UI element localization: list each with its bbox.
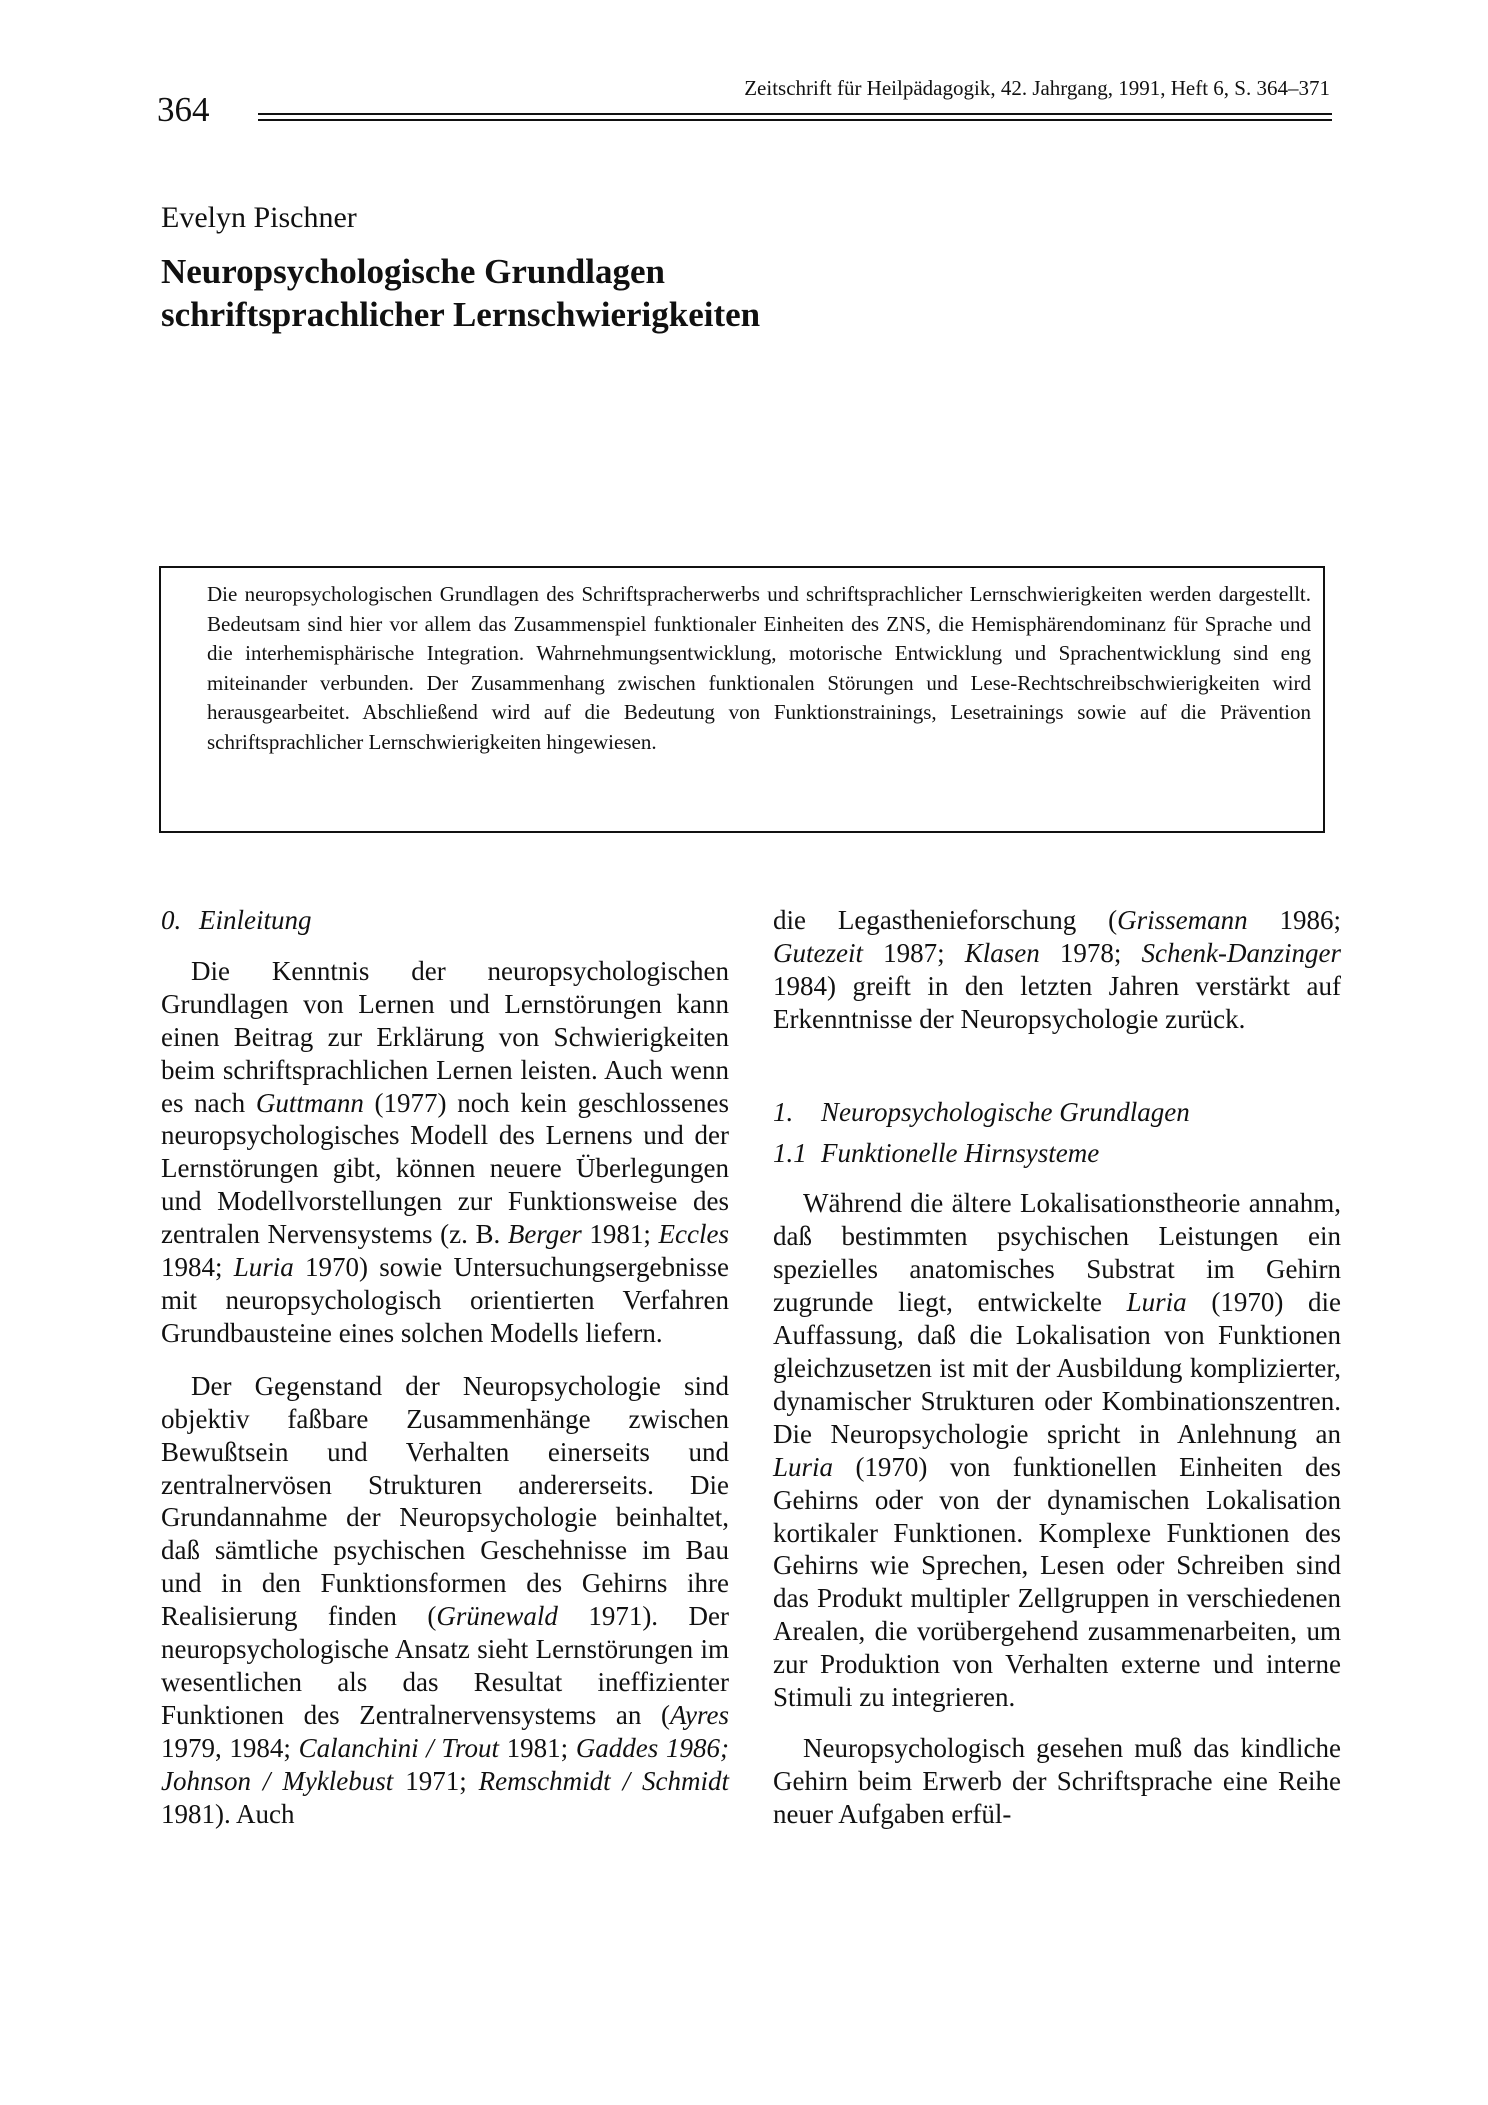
citation: Berger [507, 1219, 582, 1250]
header-rule-bottom [258, 119, 1332, 121]
section-number: 0. [161, 905, 182, 935]
citation: Grissemann [1117, 905, 1248, 935]
section-number: 1.1 [773, 1137, 807, 1168]
abstract-box [159, 566, 1325, 833]
intro-paragraph-1: Die Kenntnis der neuropsychologischen Grundlagen von Lernen und Lernstörungen kann einen Beitrag zur Erklärung von Schwierigkeiten beim schriftsprachlichen Lernen leisten. Auch wenn es nach Guttmann (1977) noch kein geschlossenes neuropsychologisches Modell des Lernens und der Lernstörungen gibt, können neuere Überlegungen und Modellvorstellungen zur Funktionsweise des zentralen Nervensystems (z. B. Berger 1981; Eccles 1984; Luria 1970) sowie Untersuchungsergebnisse mit neuropsychologisch orientierten Verfahren Grundbausteine eines solchen Modells liefern. [161, 955, 730, 1348]
article-title [161, 250, 760, 336]
citation: Schenk-Danzinger [1141, 937, 1341, 968]
section-title: Funktionelle Hirnsysteme [821, 1137, 1100, 1168]
section-heading-0 [161, 904, 729, 937]
citation: Eccles [658, 1219, 729, 1250]
citation: Luria [1126, 1287, 1187, 1318]
header-rule-top [258, 113, 1332, 115]
section-heading-1-1 [773, 1137, 1341, 1170]
citation: Gaddes 1986; Johnson / Myklebust [161, 1732, 729, 1796]
title-line-2: schriftsprachlicher Lernschwierigkeiten [161, 295, 761, 334]
title-line-1: Neuropsychologische Grundlagen [161, 252, 665, 291]
author-name: Evelyn Pischner [161, 201, 357, 234]
citation: Luria [233, 1252, 294, 1283]
citation: Remschmidt / Schmidt [478, 1765, 729, 1796]
section-title: Einleitung [199, 905, 312, 935]
body-paragraph-2: Neuropsychologisch gesehen muß das kindliche Gehirn beim Erwerb der Schriftsprache eine Reihe neuer Aufgaben erfül- [773, 1732, 1341, 1829]
citation: Ayres [670, 1699, 729, 1730]
citation: Klasen [964, 937, 1040, 968]
intro-paragraph-2: Der Gegenstand der Neuropsychologie sind objektiv faßbare Zusammenhänge zwischen Bewußtsein und Verhalten einerseits und zentralnervösen Strukturen andererseits. Die Grundannahme der Neuropsychologie beinhaltet, daß sämtliche psychischen Geschehnisse im Bau und in den Funktionsformen des Gehirns ihre Realisierung finden (Grünewald 1971). Der neuropsychologische Ansatz sieht Lernstörungen im wesentlichen als das Resultat ineffizienter Funktionen des Zentralnervensystems an (Ayres 1979, 1984; Calanchini / Trout 1981; Gaddes 1986; Johnson / Myklebust 1971; Remschmidt / Schmidt 1981). Auch [161, 1370, 729, 1829]
citation: Gutezeit [773, 937, 863, 968]
section-title: Neuropsychologische Grundlagen [821, 1096, 1190, 1127]
running-head: Zeitschrift für Heilpädagogik, 42. Jahrgang, 1991, Heft 6, S. 364–371 [744, 76, 1330, 100]
column-right [773, 904, 1341, 1831]
abstract-text: Die neuropsychologischen Grundlagen des Schriftspracherwerbs und schriftsprachlicher Lernschwierigkeiten werden dargestellt. Bedeutsam sind hier vor allem das Zusammenspiel funktionaler Einheiten des ZNS, die Hemisphärendominanz für Sprache und die interhemisphärische Integration. Wahrnehmungsentwicklung, motorische Entwicklung und Sprachentwicklung sind eng miteinander verbunden. Der Zusammenhang zwischen funktionalen Störungen und Lese-Rechtschreibschwierigkeiten wird herausgearbeitet. Abschließend wird auf die Bedeutung von Funktionstrainings, Lesetrainings sowie auf die Prävention schriftsprachlicher Lernschwierigkeiten hingewiesen. [207, 582, 1311, 754]
citation: Calanchini / Trout [298, 1732, 499, 1763]
citation: Grünewald [436, 1601, 558, 1632]
section-number: 1. [773, 1096, 794, 1127]
section-heading-1 [773, 1096, 1341, 1129]
citation: Luria [773, 1451, 834, 1482]
body-paragraph-1: Während die ältere Lokalisationstheorie annahm, daß bestimmten psychischen Leistungen ein spezielles anatomisches Substrat im Gehirn zugrunde liegt, entwickelte Luria (1970) die Auffassung, daß die Lokalisation von Funktionen gleichzusetzen ist mit der Ausbildung komplizierter, dynamischer Strukturen oder Kombinationszentren. Die Neuropsychologie spricht in Anlehnung an Luria (1970) von funktionellen Einheiten des Gehirns oder von der dynamischen Lokalisation kortikaler Funktionen. Komplexe Funktionen des Gehirns wie Sprechen, Lesen oder Schreiben sind das Produkt multipler Zellgruppen in verschiedenen Arealen, die vorübergehend zusammenarbeiten, um zur Produktion von Verhalten externe und interne Stimuli zu integrieren. [773, 1188, 1341, 1713]
column-left [161, 904, 729, 1830]
page-number: 364 [157, 90, 210, 129]
intro-paragraph-3: die Legasthenieforschung (Grissemann 1986; Gutezeit 1987; Klasen 1978; Schenk-Danzinger 1984) greift in den letzten Jahren verstärkt auf Erkenntnisse der Neuropsychologie zurück. [773, 905, 1341, 1034]
citation: Guttmann [255, 1087, 364, 1118]
